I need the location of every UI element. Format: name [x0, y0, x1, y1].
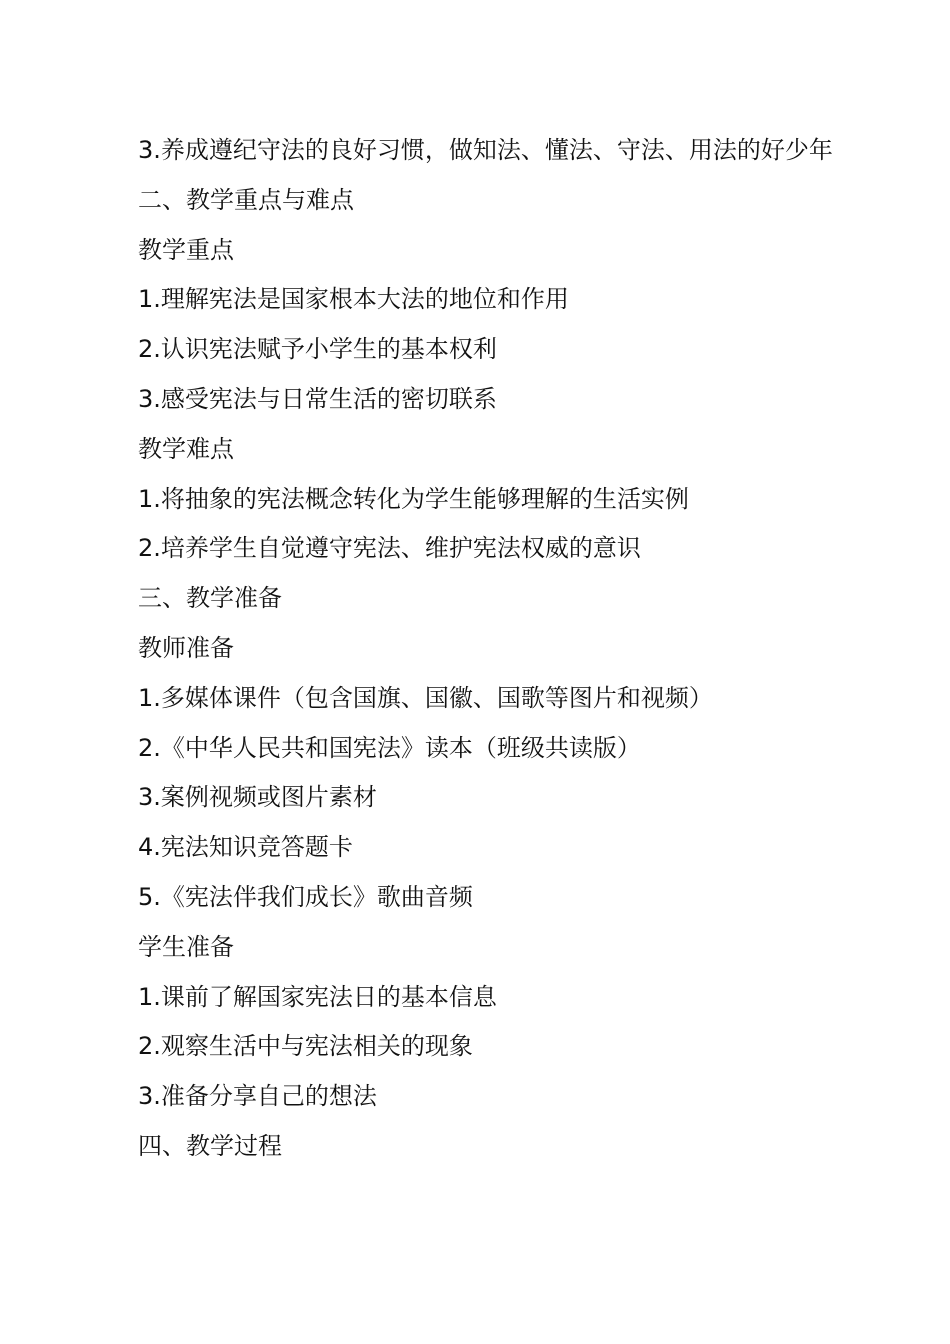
section-heading-preparation: 三、教学准备 — [138, 584, 282, 613]
subheading-teaching-difficulty: 教学难点 — [138, 434, 234, 463]
focus-item-3: 3.感受宪法与日常生活的密切联系 — [138, 384, 497, 413]
teacher-prep-item-3: 3.案例视频或图片素材 — [138, 783, 377, 812]
focus-item-1: 1.理解宪法是国家根本大法的地位和作用 — [138, 285, 569, 314]
subheading-teacher-prep: 教师准备 — [138, 633, 234, 662]
teacher-prep-item-4: 4.宪法知识竞答题卡 — [138, 833, 353, 862]
focus-item-2: 2.认识宪法赋予小学生的基本权利 — [138, 335, 497, 364]
teacher-prep-item-5: 5.《宪法伴我们成长》歌曲音频 — [138, 882, 473, 911]
teacher-prep-item-2: 2.《中华人民共和国宪法》读本（班级共读版） — [138, 733, 641, 762]
section-heading-key-points: 二、教学重点与难点 — [138, 185, 354, 214]
difficulty-item-2: 2.培养学生自觉遵守宪法、维护宪法权威的意识 — [138, 534, 641, 563]
section-heading-process: 四、教学过程 — [138, 1131, 282, 1160]
student-prep-item-1: 1.课前了解国家宪法日的基本信息 — [138, 982, 497, 1011]
subheading-student-prep: 学生准备 — [138, 932, 234, 961]
student-prep-item-3: 3.准备分享自己的想法 — [138, 1082, 377, 1111]
document-body — [88, 126, 868, 1172]
difficulty-item-1: 1.将抽象的宪法概念转化为学生能够理解的生活实例 — [138, 484, 689, 513]
teacher-prep-item-1: 1.多媒体课件（包含国旗、国徽、国歌等图片和视频） — [138, 683, 713, 712]
subheading-teaching-focus: 教学重点 — [138, 235, 234, 264]
student-prep-item-2: 2.观察生活中与宪法相关的现象 — [138, 1032, 473, 1061]
objective-item-3: 3.养成遵纪守法的良好习惯，做知法、懂法、守法、用法的好少年 — [138, 136, 833, 164]
